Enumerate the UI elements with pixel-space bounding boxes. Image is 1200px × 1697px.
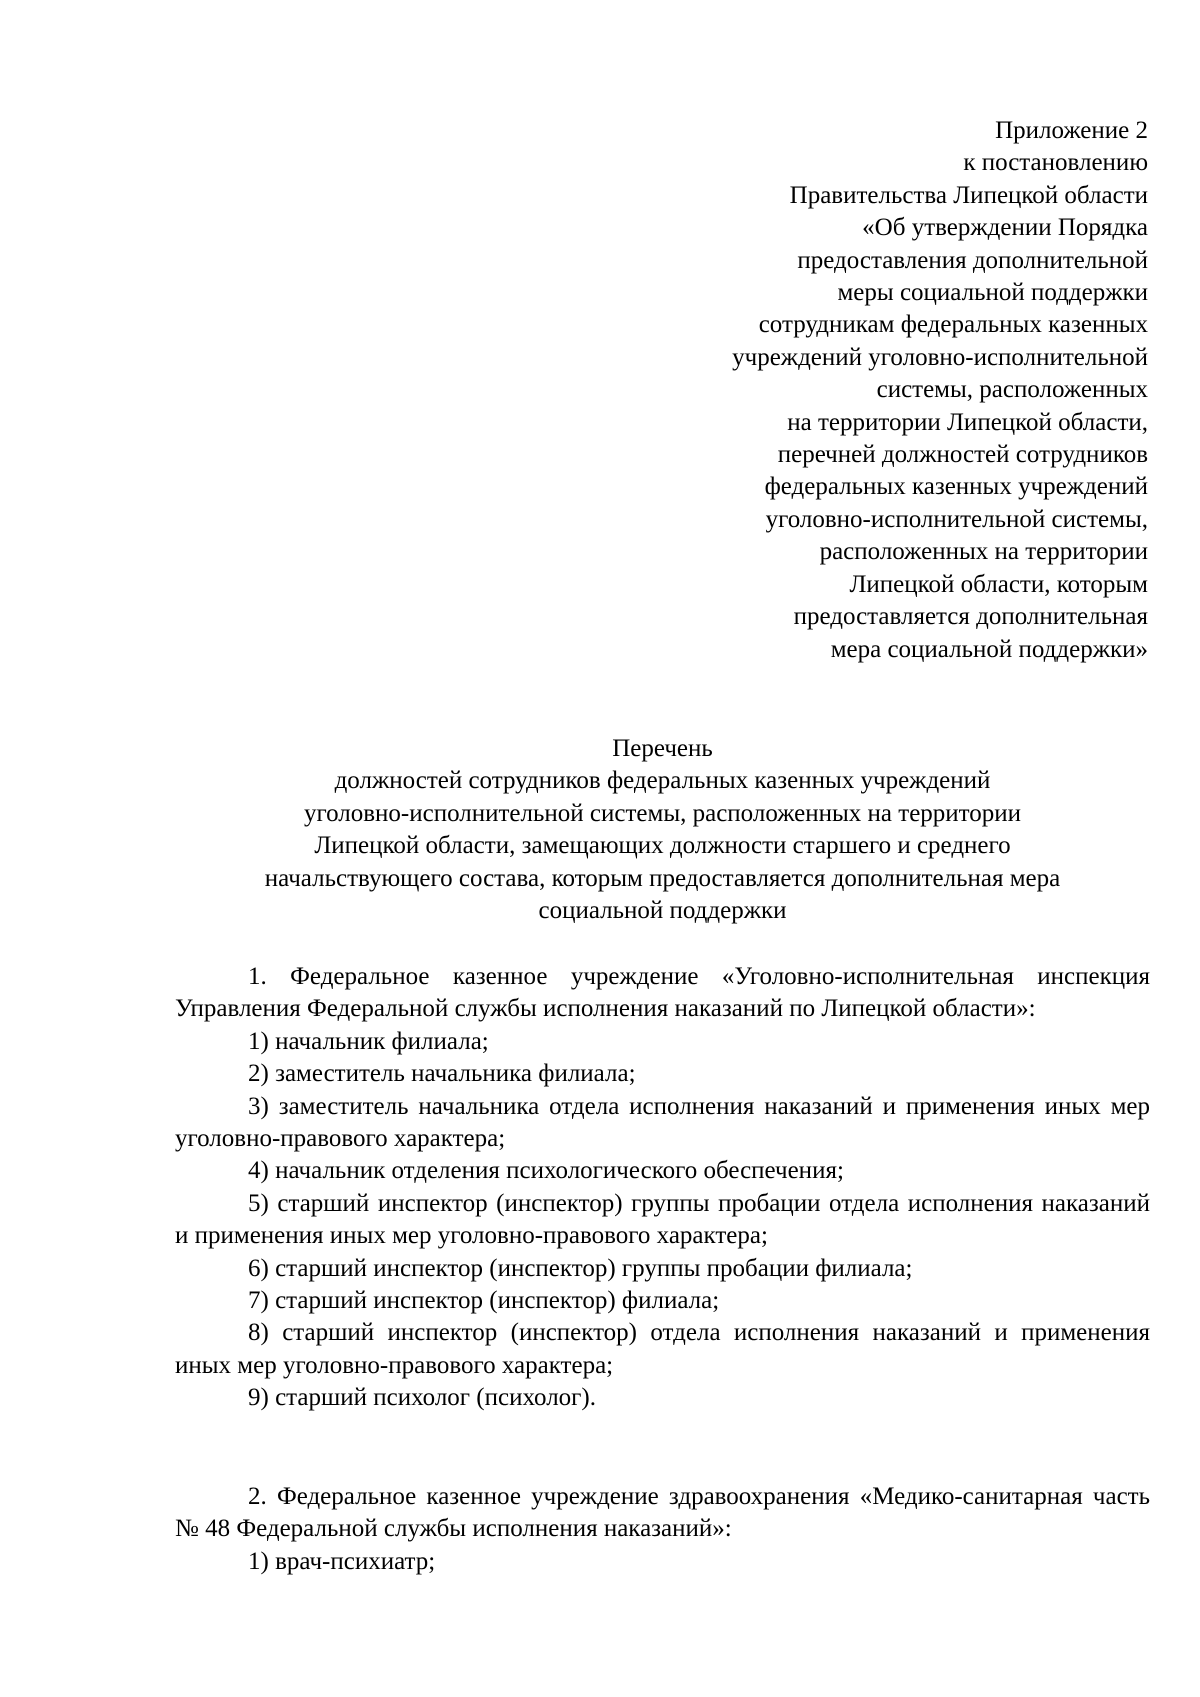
title-line: социальной поддержки	[538, 897, 787, 925]
annex-line: Приложение 2	[995, 117, 1148, 144]
title-line: Липецкой области, замещающих должности старшего и среднего	[314, 832, 1011, 860]
annex-line: предоставляется дополнительная	[793, 603, 1148, 631]
section-2	[175, 1481, 1150, 1578]
annex-line: «Об утверждении Порядка	[862, 214, 1148, 242]
annex-line: меры социальной поддержки	[837, 279, 1148, 307]
list-item: 4) начальник отделения психологического обеспечения;	[248, 1157, 844, 1185]
list-item: 9) старший психолог (психолог).	[248, 1384, 597, 1412]
list-item: 7) старший инспектор (инспектор) филиала;	[248, 1287, 720, 1315]
section-heading: 1. Федеральное казенное учреждение «Уголовно-исполнительная инспекция Управления Федеральной службы исполнения наказаний по Липецкой области»:	[175, 963, 1150, 1023]
annex-line: учреждений уголовно-исполнительной	[732, 343, 1148, 371]
list-item: 1) врач-психиатр;	[248, 1547, 436, 1575]
list-item: 3) заместитель начальника отдела исполнения наказаний и применения иных мер уголовно-правового характера;	[175, 1092, 1150, 1153]
annex-line: федеральных казенных учреждений	[764, 473, 1148, 501]
title-line: должностей сотрудников федеральных казенных учреждений	[334, 767, 991, 795]
list-item: 5) старший инспектор (инспектор) группы пробации отдела исполнения наказаний и применения иных мер уголовно-правового характера;	[175, 1189, 1150, 1250]
annex-line: к постановлению	[963, 149, 1148, 177]
title-line: уголовно-исполнительной системы, расположенных на территории	[303, 799, 1022, 827]
section-1	[175, 961, 1150, 1415]
annex-line: сотрудникам федеральных казенных	[758, 311, 1148, 339]
title-line: начальствующего состава, которым предоставляется дополнительная мера	[264, 864, 1061, 892]
annex-header	[548, 115, 1148, 666]
annex-line: Правительства Липецкой области	[789, 181, 1148, 209]
annex-line: уголовно-исполнительной системы,	[765, 505, 1148, 533]
list-item: 8) старший инспектор (инспектор) отдела исполнения наказаний и применения иных мер уголовно-правового характера;	[175, 1319, 1150, 1379]
title-heading: Перечень	[612, 735, 713, 762]
list-item: 2) заместитель начальника филиала;	[248, 1060, 636, 1088]
list-item: 1) начальник филиала;	[248, 1027, 489, 1055]
annex-line: на территории Липецкой области,	[787, 408, 1148, 436]
list-item: 6) старший инспектор (инспектор) группы пробации филиала;	[248, 1254, 913, 1282]
annex-line: мера социальной поддержки»	[830, 635, 1148, 663]
annex-line: перечней должностей сотрудников	[777, 441, 1148, 469]
annex-line: Липецкой области, которым	[849, 570, 1148, 598]
annex-line: расположенных на территории	[819, 538, 1148, 566]
annex-line: системы, расположенных	[876, 376, 1148, 404]
document-title	[175, 733, 1150, 927]
annex-line: предоставления дополнительной	[797, 246, 1148, 274]
section-heading: 2. Федеральное казенное учреждение здравоохранения «Медико-санитарная часть № 48 Федеральной службы исполнения наказаний»:	[175, 1483, 1150, 1543]
